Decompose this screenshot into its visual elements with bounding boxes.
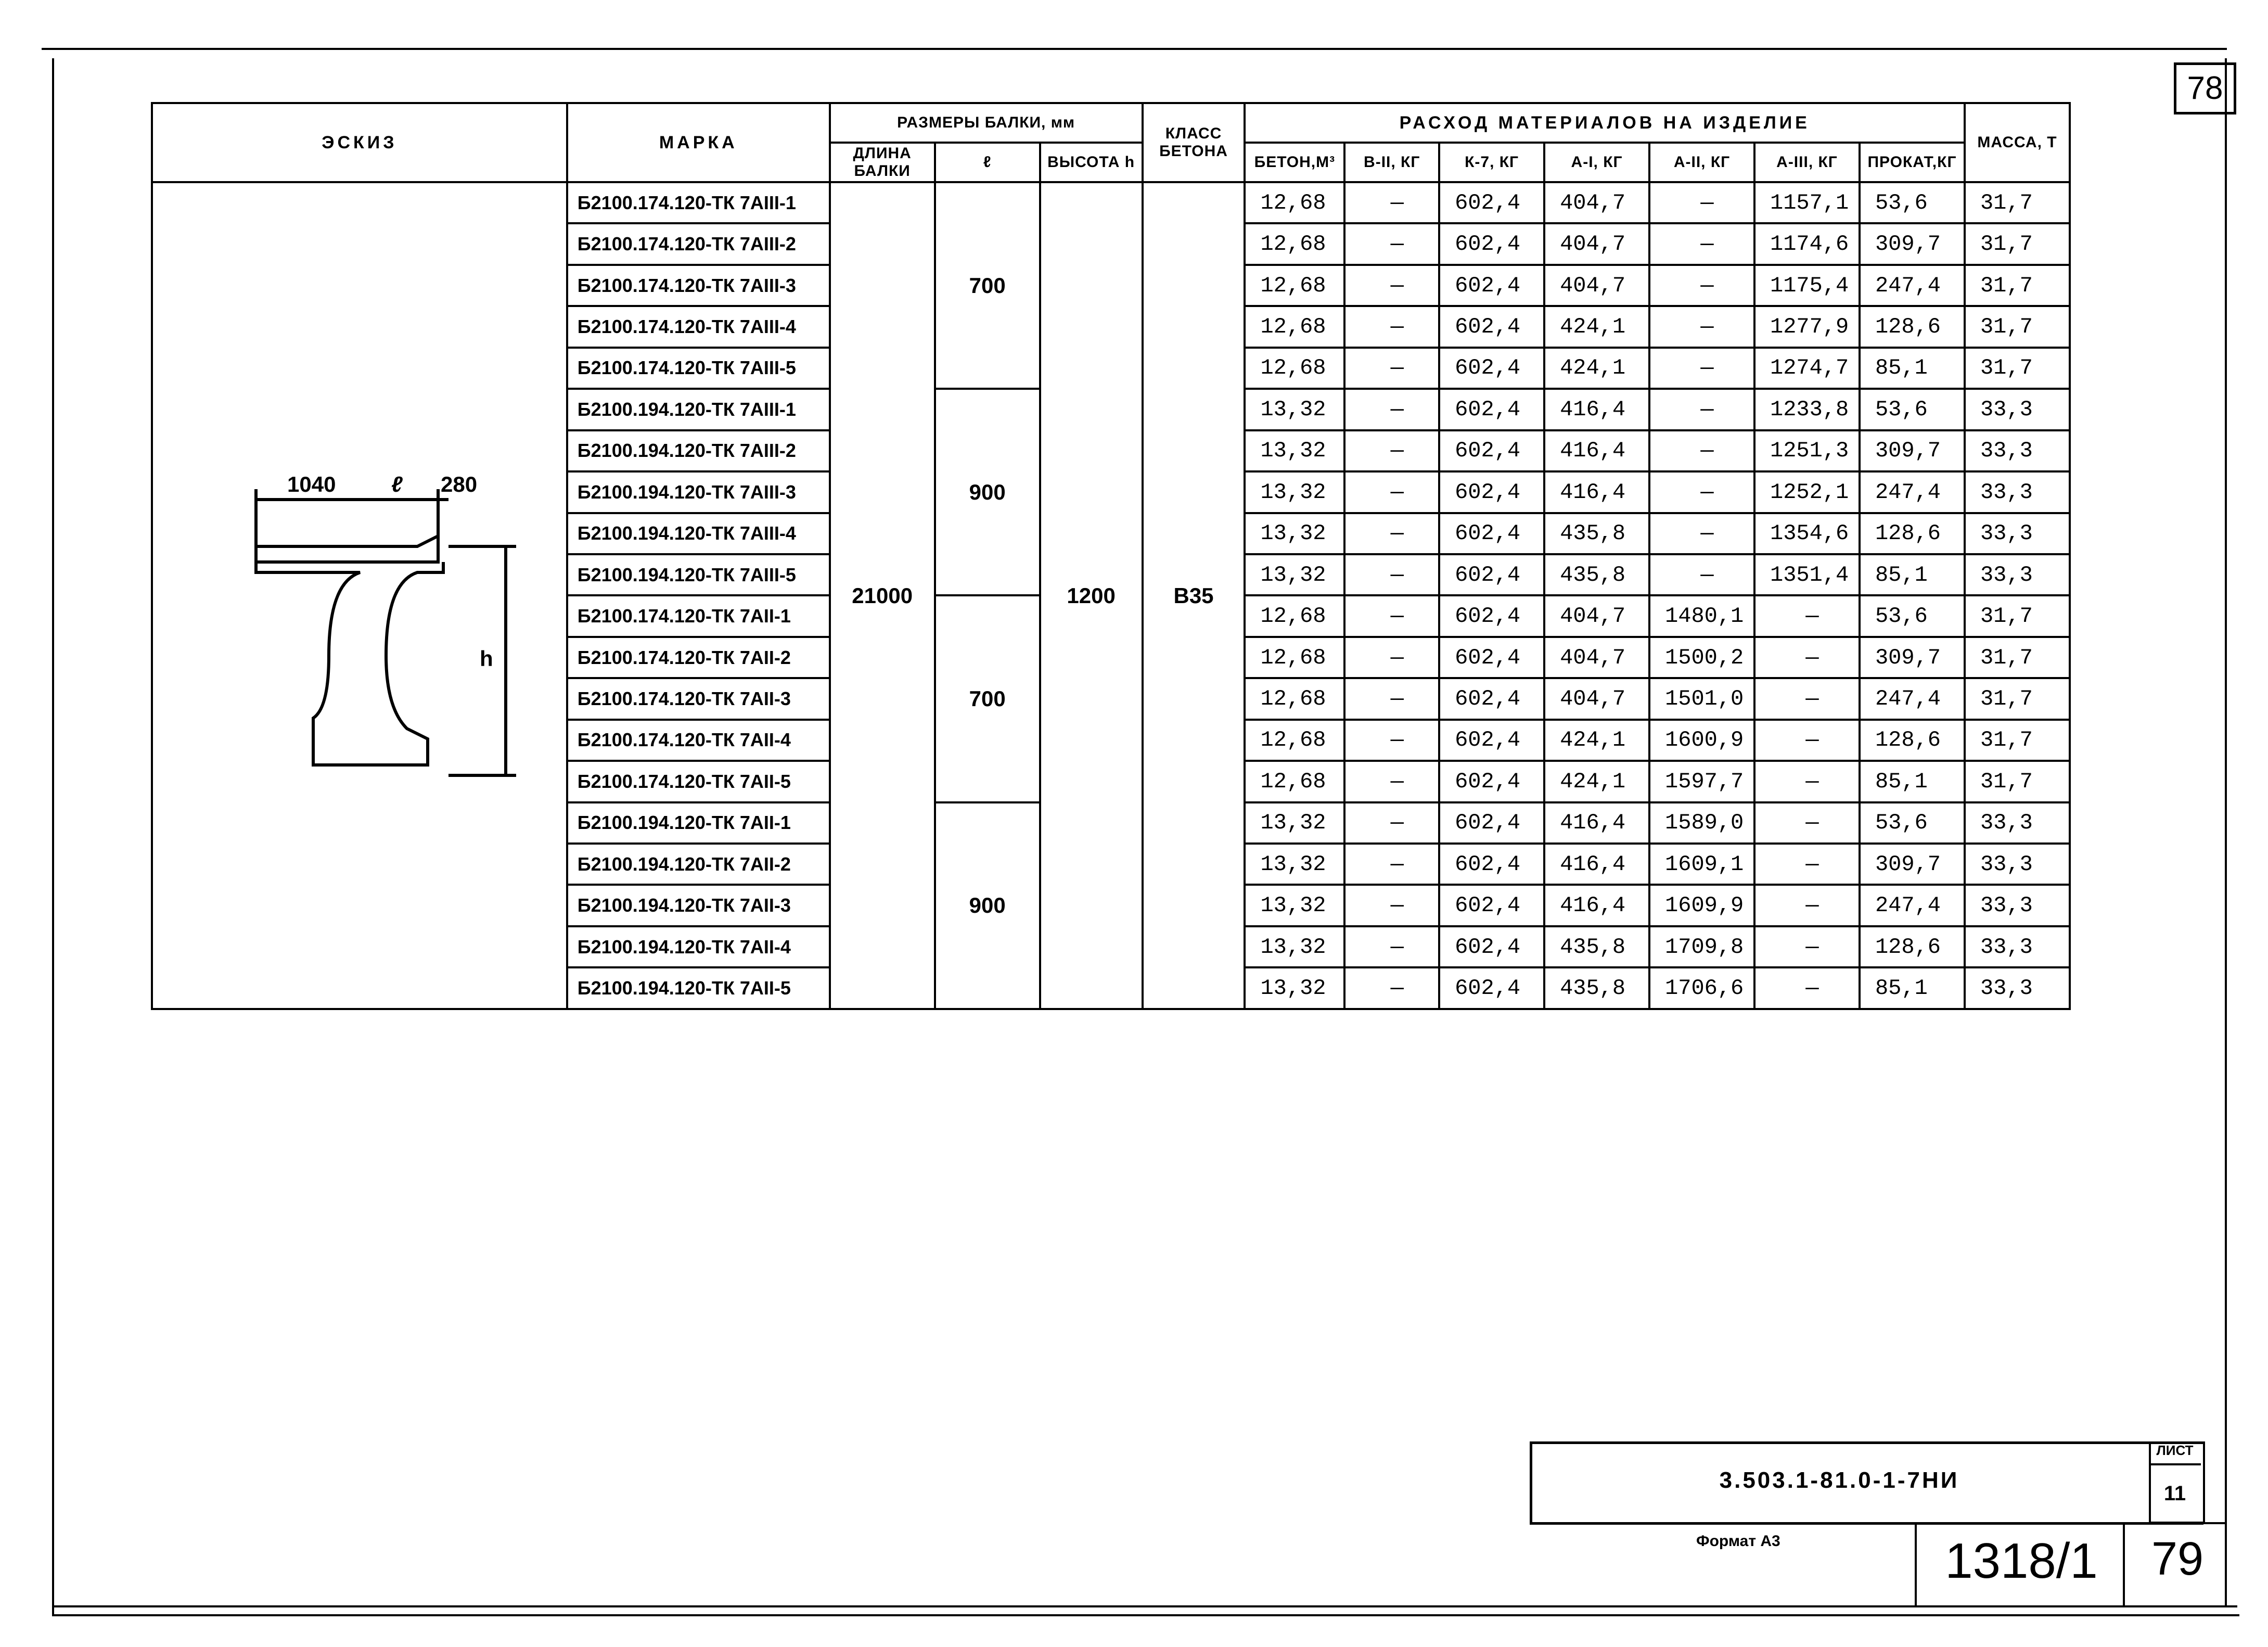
cell-a1: 424,1 xyxy=(1544,306,1649,347)
cell-b2: — xyxy=(1344,595,1439,636)
cell-a3: — xyxy=(1754,926,1860,967)
cell-k7: 602,4 xyxy=(1439,761,1544,802)
ell-value: 700 xyxy=(935,595,1040,802)
cell-k7: 602,4 xyxy=(1439,182,1544,223)
cell-k7: 602,4 xyxy=(1439,265,1544,306)
cell-b2: — xyxy=(1344,885,1439,926)
cell-mass: 31,7 xyxy=(1965,678,2070,719)
cell-concrete: 13,32 xyxy=(1245,844,1344,885)
cell-b2: — xyxy=(1344,223,1439,264)
cell-mass: 31,7 xyxy=(1965,182,2070,223)
cell-b2: — xyxy=(1344,678,1439,719)
cell-concrete: 13,32 xyxy=(1245,430,1344,471)
table-body xyxy=(152,182,2070,1009)
cell-a3: 1277,9 xyxy=(1754,306,1860,347)
row-mark: Б2100.194.120-ТК 7АII-5 xyxy=(567,967,830,1009)
cell-a3: 1233,8 xyxy=(1754,389,1860,430)
cell-a1: 435,8 xyxy=(1544,554,1649,595)
cell-mass: 31,7 xyxy=(1965,265,2070,306)
cell-k7: 602,4 xyxy=(1439,471,1544,513)
cell-prokat: 309,7 xyxy=(1860,430,1965,471)
cell-prokat: 247,4 xyxy=(1860,265,1965,306)
cell-prokat: 309,7 xyxy=(1860,844,1965,885)
cell-a2: — xyxy=(1649,430,1754,471)
cell-a3: — xyxy=(1754,595,1860,636)
cell-a3: 1351,4 xyxy=(1754,554,1860,595)
cell-prokat: 53,6 xyxy=(1860,595,1965,636)
corner-sheet-number: 78 xyxy=(2174,62,2236,114)
cell-k7: 602,4 xyxy=(1439,885,1544,926)
document-code: 3.503.1-81.0-1-7НИ xyxy=(1719,1467,1959,1493)
cell-prokat: 128,6 xyxy=(1860,306,1965,347)
cell-concrete: 12,68 xyxy=(1245,265,1344,306)
cell-mass: 33,3 xyxy=(1965,471,2070,513)
archive-number: 1318/1 xyxy=(1945,1533,2098,1589)
cell-a1: 416,4 xyxy=(1544,885,1649,926)
cell-a1: 416,4 xyxy=(1544,802,1649,844)
cell-prokat: 309,7 xyxy=(1860,637,1965,678)
cell-b2: — xyxy=(1344,926,1439,967)
cell-prokat: 53,6 xyxy=(1860,182,1965,223)
cell-prokat: 85,1 xyxy=(1860,348,1965,389)
cell-concrete: 13,32 xyxy=(1245,471,1344,513)
cell-a2: 1709,8 xyxy=(1649,926,1754,967)
cell-a3: 1157,1 xyxy=(1754,182,1860,223)
cell-b2: — xyxy=(1344,761,1439,802)
cell-prokat: 85,1 xyxy=(1860,761,1965,802)
row-mark: Б2100.174.120-ТК 7АIII-1 xyxy=(567,182,830,223)
cell-a1: 404,7 xyxy=(1544,595,1649,636)
cell-prokat: 247,4 xyxy=(1860,471,1965,513)
cell-a1: 404,7 xyxy=(1544,678,1649,719)
cell-a2: 1500,2 xyxy=(1649,637,1754,678)
cell-k7: 602,4 xyxy=(1439,637,1544,678)
format-label: Формат А3 xyxy=(1696,1533,1780,1550)
sketch-dim-ell: ℓ xyxy=(391,471,403,496)
cell-prokat: 53,6 xyxy=(1860,802,1965,844)
header-mark: МАРКА xyxy=(567,103,830,182)
row-mark: Б2100.174.120-ТК 7АII-4 xyxy=(567,720,830,761)
cell-k7: 602,4 xyxy=(1439,554,1544,595)
cell-k7: 602,4 xyxy=(1439,306,1544,347)
cell-a2: — xyxy=(1649,554,1754,595)
cell-k7: 602,4 xyxy=(1439,348,1544,389)
cell-a1: 435,8 xyxy=(1544,513,1649,554)
cell-mass: 31,7 xyxy=(1965,306,2070,347)
cell-mass: 33,3 xyxy=(1965,430,2070,471)
cell-mass: 33,3 xyxy=(1965,885,2070,926)
cell-b2: — xyxy=(1344,389,1439,430)
cell-concrete: 12,68 xyxy=(1245,306,1344,347)
row-mark: Б2100.174.120-ТК 7АIII-2 xyxy=(567,223,830,264)
cell-a3: — xyxy=(1754,844,1860,885)
header-height: ВЫСОТА h xyxy=(1040,143,1143,182)
row-mark: Б2100.194.120-ТК 7АII-1 xyxy=(567,802,830,844)
row-mark: Б2100.194.120-ТК 7АIII-2 xyxy=(567,430,830,471)
beam-length: 21000 xyxy=(830,182,935,1009)
cell-a1: 424,1 xyxy=(1544,348,1649,389)
cell-a3: — xyxy=(1754,967,1860,1009)
footer-separator xyxy=(1915,1522,1917,1605)
cell-a3: 1174,6 xyxy=(1754,223,1860,264)
row-mark: Б2100.194.120-ТК 7АII-2 xyxy=(567,844,830,885)
header-k7: К-7, КГ xyxy=(1439,143,1544,182)
sketch-dim-h: h xyxy=(480,646,493,671)
row-mark: Б2100.194.120-ТК 7АII-3 xyxy=(567,885,830,926)
cell-a2: — xyxy=(1649,389,1754,430)
cell-a3: — xyxy=(1754,720,1860,761)
cell-a2: — xyxy=(1649,513,1754,554)
row-mark: Б2100.174.120-ТК 7АIII-3 xyxy=(567,265,830,306)
row-mark: Б2100.174.120-ТК 7АII-3 xyxy=(567,678,830,719)
cell-a1: 416,4 xyxy=(1544,844,1649,885)
cell-mass: 31,7 xyxy=(1965,223,2070,264)
cell-a3: — xyxy=(1754,637,1860,678)
cell-a2: — xyxy=(1649,348,1754,389)
cell-concrete: 13,32 xyxy=(1245,926,1344,967)
cell-a2: 1589,0 xyxy=(1649,802,1754,844)
header-dimensions: РАЗМЕРЫ БАЛКИ, мм xyxy=(830,103,1143,143)
cell-concrete: 12,68 xyxy=(1245,678,1344,719)
header-mass: МАССА, Т xyxy=(1965,103,2070,182)
cell-b2: — xyxy=(1344,802,1439,844)
cell-k7: 602,4 xyxy=(1439,720,1544,761)
cell-mass: 33,3 xyxy=(1965,967,2070,1009)
cell-concrete: 12,68 xyxy=(1245,637,1344,678)
beam-sketch-cell xyxy=(152,182,567,1009)
cell-mass: 31,7 xyxy=(1965,348,2070,389)
cell-b2: — xyxy=(1344,720,1439,761)
cell-a1: 424,1 xyxy=(1544,761,1649,802)
cell-a3: — xyxy=(1754,678,1860,719)
cell-a2: — xyxy=(1649,182,1754,223)
cell-k7: 602,4 xyxy=(1439,678,1544,719)
right-border-line xyxy=(2225,58,2227,1605)
cell-a3: — xyxy=(1754,761,1860,802)
sketch-dim-1040: 1040 xyxy=(287,471,336,496)
row-mark: Б2100.174.120-ТК 7АIII-4 xyxy=(567,306,830,347)
cell-mass: 31,7 xyxy=(1965,595,2070,636)
cell-a2: 1706,6 xyxy=(1649,967,1754,1009)
cell-a1: 435,8 xyxy=(1544,926,1649,967)
ell-value: 900 xyxy=(935,802,1040,1009)
cell-a1: 404,7 xyxy=(1544,265,1649,306)
cell-concrete: 13,32 xyxy=(1245,513,1344,554)
cell-mass: 31,7 xyxy=(1965,720,2070,761)
header-length: ДЛИНА БАЛКИ xyxy=(830,143,935,182)
header-a2: А-II, КГ xyxy=(1649,143,1754,182)
cell-k7: 602,4 xyxy=(1439,513,1544,554)
cell-a1: 416,4 xyxy=(1544,430,1649,471)
beam-cross-section-sketch xyxy=(157,187,563,999)
cell-b2: — xyxy=(1344,265,1439,306)
header-consumption: РАСХОД МАТЕРИАЛОВ НА ИЗДЕЛИЕ xyxy=(1245,103,1965,143)
cell-mass: 33,3 xyxy=(1965,844,2070,885)
cell-concrete: 13,32 xyxy=(1245,967,1344,1009)
cell-a3: 1175,4 xyxy=(1754,265,1860,306)
ell-value: 900 xyxy=(935,389,1040,595)
cell-a2: 1600,9 xyxy=(1649,720,1754,761)
cell-concrete: 12,68 xyxy=(1245,595,1344,636)
cell-a3: — xyxy=(1754,802,1860,844)
cell-concrete: 12,68 xyxy=(1245,223,1344,264)
cell-concrete: 13,32 xyxy=(1245,554,1344,595)
cell-a1: 416,4 xyxy=(1544,471,1649,513)
cell-k7: 602,4 xyxy=(1439,430,1544,471)
cell-b2: — xyxy=(1344,430,1439,471)
cell-concrete: 12,68 xyxy=(1245,761,1344,802)
footer-separator xyxy=(2123,1522,2125,1605)
page-number: 79 xyxy=(2151,1533,2204,1585)
cell-b2: — xyxy=(1344,182,1439,223)
cell-concrete: 13,32 xyxy=(1245,885,1344,926)
cell-b2: — xyxy=(1344,306,1439,347)
cell-b2: — xyxy=(1344,471,1439,513)
cell-b2: — xyxy=(1344,844,1439,885)
cell-k7: 602,4 xyxy=(1439,844,1544,885)
cell-a3: 1274,7 xyxy=(1754,348,1860,389)
cell-mass: 33,3 xyxy=(1965,926,2070,967)
cell-prokat: 247,4 xyxy=(1860,885,1965,926)
cell-a2: 1609,1 xyxy=(1649,844,1754,885)
cell-a3: — xyxy=(1754,885,1860,926)
cell-k7: 602,4 xyxy=(1439,595,1544,636)
ell-value: 700 xyxy=(935,182,1040,389)
cell-a2: — xyxy=(1649,265,1754,306)
cell-b2: — xyxy=(1344,637,1439,678)
row-mark: Б2100.194.120-ТК 7АIII-5 xyxy=(567,554,830,595)
header-ell: ℓ xyxy=(935,143,1040,182)
cell-a2: — xyxy=(1649,306,1754,347)
header-prokat: ПРОКАТ,КГ xyxy=(1860,143,1965,182)
cell-a1: 404,7 xyxy=(1544,637,1649,678)
beam-height: 1200 xyxy=(1040,182,1143,1009)
cell-b2: — xyxy=(1344,967,1439,1009)
header-concrete-volume: БЕТОН,М³ xyxy=(1245,143,1344,182)
cell-concrete: 12,68 xyxy=(1245,182,1344,223)
cell-k7: 602,4 xyxy=(1439,389,1544,430)
cell-concrete: 13,32 xyxy=(1245,389,1344,430)
cell-mass: 33,3 xyxy=(1965,513,2070,554)
specification-table xyxy=(151,102,2071,1010)
cell-prokat: 85,1 xyxy=(1860,554,1965,595)
cell-mass: 31,7 xyxy=(1965,761,2070,802)
cell-prokat: 53,6 xyxy=(1860,389,1965,430)
cell-a2: 1480,1 xyxy=(1649,595,1754,636)
sketch-dim-280: 280 xyxy=(441,471,478,496)
cell-a1: 404,7 xyxy=(1544,182,1649,223)
cell-mass: 33,3 xyxy=(1965,554,2070,595)
cell-concrete: 12,68 xyxy=(1245,720,1344,761)
top-border-line xyxy=(42,48,2227,50)
cell-b2: — xyxy=(1344,513,1439,554)
cell-b2: — xyxy=(1344,348,1439,389)
cell-prokat: 85,1 xyxy=(1860,967,1965,1009)
row-mark: Б2100.174.120-ТК 7АII-2 xyxy=(567,637,830,678)
cell-prokat: 128,6 xyxy=(1860,513,1965,554)
cell-a2: — xyxy=(1649,223,1754,264)
cell-b2: — xyxy=(1344,554,1439,595)
footer-line xyxy=(1915,1522,2227,1524)
cell-k7: 602,4 xyxy=(1439,223,1544,264)
header-concrete-class: КЛАСС БЕТОНА xyxy=(1143,103,1245,182)
cell-mass: 33,3 xyxy=(1965,802,2070,844)
header-b2: В-II, КГ xyxy=(1344,143,1439,182)
cell-a3: 1251,3 xyxy=(1754,430,1860,471)
row-mark: Б2100.174.120-ТК 7АII-5 xyxy=(567,761,830,802)
cell-k7: 602,4 xyxy=(1439,802,1544,844)
cell-a2: 1501,0 xyxy=(1649,678,1754,719)
cell-a2: — xyxy=(1649,471,1754,513)
row-mark: Б2100.194.120-ТК 7АIII-4 xyxy=(567,513,830,554)
row-mark: Б2100.194.120-ТК 7АII-4 xyxy=(567,926,830,967)
header-a3: А-III, КГ xyxy=(1754,143,1860,182)
cell-a3: 1354,6 xyxy=(1754,513,1860,554)
cell-a1: 416,4 xyxy=(1544,389,1649,430)
cell-mass: 33,3 xyxy=(1965,389,2070,430)
cell-a2: 1609,9 xyxy=(1649,885,1754,926)
row-mark: Б2100.174.120-ТК 7АII-1 xyxy=(567,595,830,636)
sheet-label: ЛИСТ xyxy=(2149,1442,2201,1465)
cell-prokat: 128,6 xyxy=(1860,926,1965,967)
bottom-border-line xyxy=(52,1605,2237,1607)
sheet-number: 11 xyxy=(2163,1482,2186,1505)
cell-concrete: 13,32 xyxy=(1245,802,1344,844)
row-mark: Б2100.194.120-ТК 7АIII-1 xyxy=(567,389,830,430)
cell-a1: 404,7 xyxy=(1544,223,1649,264)
header-a1: А-I, КГ xyxy=(1544,143,1649,182)
cell-a1: 424,1 xyxy=(1544,720,1649,761)
cell-prokat: 128,6 xyxy=(1860,720,1965,761)
concrete-class: В35 xyxy=(1143,182,1245,1009)
cell-a2: 1597,7 xyxy=(1649,761,1754,802)
table-row xyxy=(152,182,2070,223)
row-mark: Б2100.174.120-ТК 7АIII-5 xyxy=(567,348,830,389)
cell-prokat: 309,7 xyxy=(1860,223,1965,264)
cell-prokat: 247,4 xyxy=(1860,678,1965,719)
cell-mass: 31,7 xyxy=(1965,637,2070,678)
cell-k7: 602,4 xyxy=(1439,967,1544,1009)
row-mark: Б2100.194.120-ТК 7АIII-3 xyxy=(567,471,830,513)
cell-k7: 602,4 xyxy=(1439,926,1544,967)
header-sketch: ЭСКИЗ xyxy=(152,103,567,182)
cell-a3: 1252,1 xyxy=(1754,471,1860,513)
cell-a1: 435,8 xyxy=(1544,967,1649,1009)
cell-concrete: 12,68 xyxy=(1245,348,1344,389)
